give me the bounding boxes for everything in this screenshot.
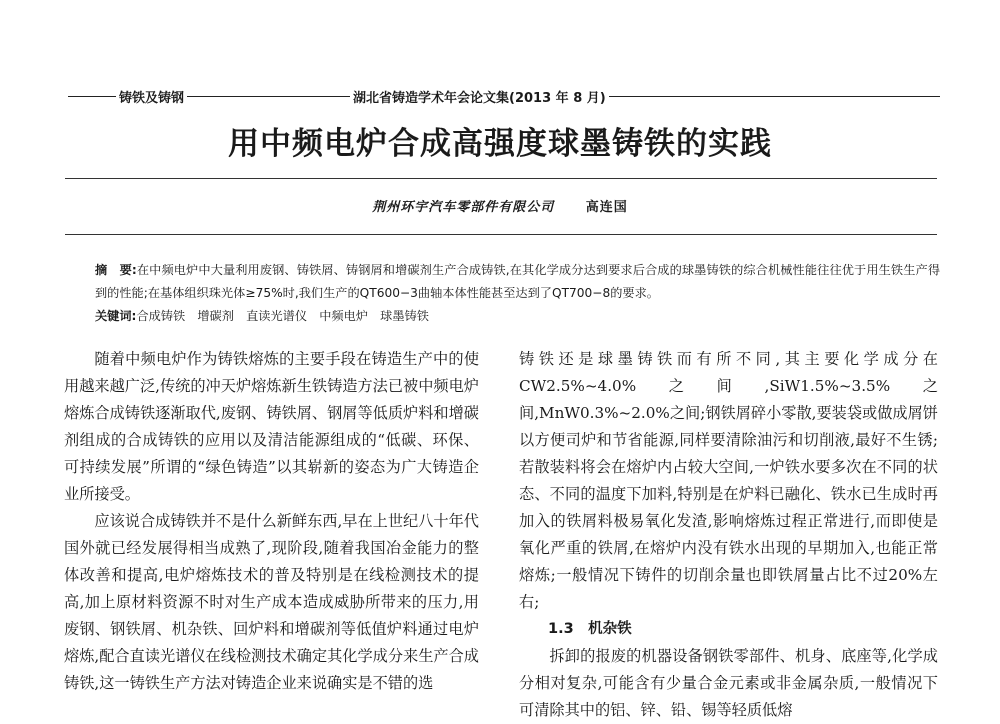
- paragraph: 应该说合成铸铁并不是什么新鲜东西,早在上世纪八十年代国外就已经发展得相当成熟了,现阶段,随着我国冶金能力的整体改善和提高,电炉熔炼技术的普及特别是在线检测技术的提高,加上原材料资源不时对生产成本造成威胁所带来的压力,用废钢、钢铁屑、机杂铁、回炉料和增碳剂等低值炉料通过电炉熔炼,配合直读光谱仪在线检测技术确定其化学成分来生产合成铸铁,这一铸铁生产方法对铸造企业来说确实是不错的选: [64, 512, 479, 692]
- keywords-text: 合成铸铁 增碳剂 直读光谱仪 中频电炉 球墨铸铁: [136, 309, 429, 323]
- author-line: [0, 196, 1000, 215]
- header-section: 铸铁及铸钢: [119, 90, 185, 106]
- body-column-right: [519, 346, 938, 724]
- keywords-label: 关键词:: [95, 309, 137, 323]
- header-rule-right: [609, 96, 940, 97]
- header-rule-left: [68, 96, 116, 97]
- running-header: [68, 85, 940, 107]
- abstract: [95, 259, 940, 305]
- abstract-label: 摘 要:: [95, 263, 137, 277]
- header-journal: 湖北省铸造学术年会论文集(2013 年 8 月): [353, 90, 606, 106]
- paragraph: 拆卸的报废的机器设备钢铁零部件、机身、底座等,化学成分相对复杂,可能含有少量合金元素或非金属杂质,一般情况下可清除其中的铝、锌、铅、锡等轻质低熔: [519, 647, 938, 719]
- author-name: 高连国: [585, 200, 628, 215]
- paper-title: 用中频电炉合成高强度球墨铸铁的实践: [228, 126, 772, 162]
- paragraph: 铸铁还是球墨铸铁而有所不同,其主要化学成分在CW2.5%~4.0%之间,SiW1.5%~3.5%之间,MnW0.3%~2.0%之间;钢铁屑碎小零散,要装袋或做成屑饼以方便司炉和节省能源,同样要清除油污和切削液,最好不生锈;若散装料将会在熔炉内占较大空间,一炉铁水要多次在不同的状态、不同的温度下加料,特别是在炉料已融化、铁水已生成时再加入的铁屑料极易氧化发渣,影响熔炼过程正常进行,而即使是氧化严重的铁屑,在熔炉内没有铁水出现的早期加入,也能正常熔炼;一般情况下铸件的切削余量也即铁屑量占比不过20%左右;: [519, 350, 938, 611]
- author-organization: 荆州环宇汽车零部件有限公司: [372, 200, 555, 215]
- title-rule-bottom: [65, 234, 937, 235]
- paragraph: 随着中频电炉作为铸铁熔炼的主要手段在铸造生产中的使用越来越广泛,传统的冲天炉熔炼新生铁铸造方法已被中频电炉熔炼合成铸铁逐渐取代,废钢、铸铁屑、钢屑等低质炉料和增碳剂组成的合成铸铁的应用以及清洁能源组成的“低碳、环保、可持续发展”所谓的“绿色铸造”以其崭新的姿态为广大铸造企业所接受。: [64, 350, 479, 503]
- abstract-text: 在中频电炉中大量利用废钢、铸铁屑、铸钢屑和增碳剂生产合成铸铁,在其化学成分达到要求后合成的球墨铸铁的综合机械性能往往优于用生铁生产得到的性能;在基体组织珠光体≥75%时,我们生产的QT600−3曲轴本体性能甚至达到了QT700−8的要求。: [95, 263, 941, 300]
- keywords: [95, 305, 940, 328]
- body-column-left: [64, 346, 479, 697]
- title-rule-top: [65, 178, 937, 179]
- section-heading: 1.3 机杂铁: [548, 621, 632, 637]
- header-rule-mid: [187, 96, 350, 97]
